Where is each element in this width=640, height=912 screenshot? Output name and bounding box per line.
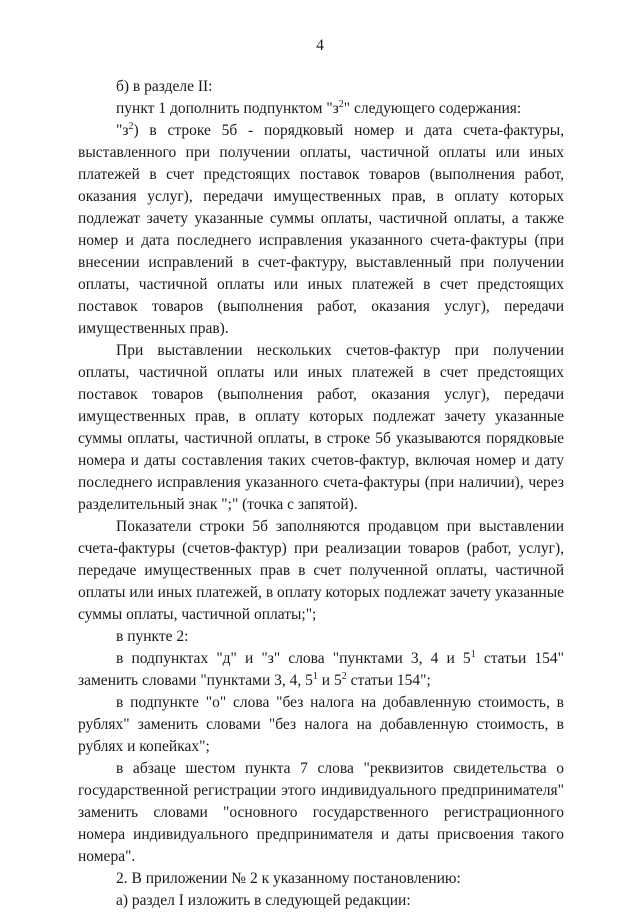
paragraph: "$з^2$) в строке 5б - порядковый номер и дата счета-фактуры, выставленного при получении оплаты, частичной оплаты или иных платежей в счет предстоящих поставок товаров (выполнения работ, оказания услуг), передачи имущественных прав, в оплату которых подлежат зачету указанные суммы оплаты, частичной оплаты, а также номер и дата последнего исправления указанного счета-фактуры (при внесении исправлений в счет-фактуру, выставленный при получении оплаты, частичной оплаты или иных платежей в счет предстоящих поставок товаров (выполнения работ, оказания услуг), передачи имущественных прав). xyxy=(78,120,564,337)
paragraph: а) раздел I изложить в следующей редакции: xyxy=(116,892,411,909)
paragraph: в подпунктах "д" и "з" слова "пунктами 3, 4 и $5^1$ статьи 154" заменить словами "пунктами 3, 4, $5^1$ и $5^2$ статьи 154"; xyxy=(78,648,564,689)
paragraph: При выставлении нескольких счетов-фактур при получении оплаты, частичной оплаты или иных платежей в счет предстоящих поставок товаров (выполнения работ, оказания услуг), передачи имущественных прав, в оплату которых подлежат зачету указанные суммы оплаты, частичной оплаты, в строке 5б указываются порядковые номера и даты составления таких счетов-фактур, включая номер и дату последнего исправления указанного счета-фактуры (при наличии), через разделительный знак ";" (точка с запятой). xyxy=(78,342,564,513)
paragraph: в абзаце шестом пункта 7 слова "реквизитов свидетельства о государственной регистрации этого индивидуального предпринимателя" заменить словами "основного государственного регистрационного номера индивидуального предпринимателя и даты присвоения такого номера". xyxy=(78,760,564,865)
paragraph: б) в разделе II: xyxy=(116,78,213,95)
page-number: 4 xyxy=(316,37,324,54)
document-body xyxy=(78,76,564,912)
paragraph: в пункте 2: xyxy=(116,628,189,645)
paragraph: в подпункте "о" слова "без налога на добавленную стоимость, в рублях" заменить словами "без налога на добавленную стоимость, в рублях и копейках"; xyxy=(78,694,564,755)
paragraph: 2. В приложении № 2 к указанному постановлению: xyxy=(116,870,461,887)
paragraph: Показатели строки 5б заполняются продавцом при выставлении счета-фактуры (счетов-фактур) при реализации товаров (работ, услуг), передаче имущественных прав в счет полученной оплаты, частичной оплаты или иных платежей, в оплату которых подлежат зачету указанные суммы оплаты, частичной оплаты;"; xyxy=(78,518,564,623)
paragraph: пункт 1 дополнить подпунктом "$з^2$" следующего содержания: xyxy=(116,98,522,117)
